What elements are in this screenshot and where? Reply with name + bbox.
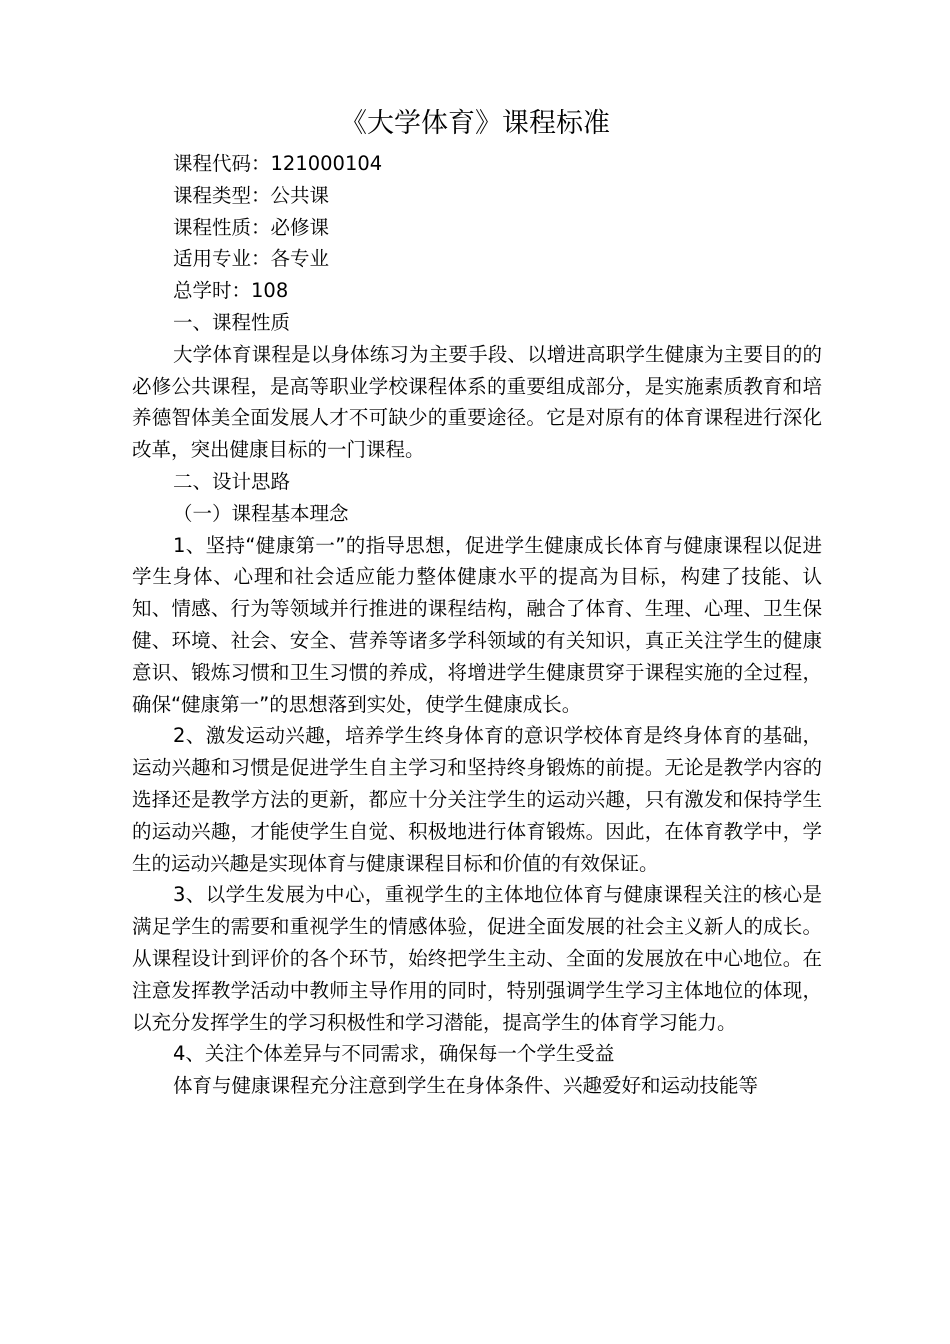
total-hours: 总学时：108 [173, 279, 289, 303]
course-type: 课程类型：公共课 [173, 183, 330, 207]
paragraph-health-first: 1、坚持“健康第一”的指导思想，促进学生健康成长体育与健康课程以促进学生身体、心理和社会适应能力整体健康水平的提高为目标，构建了技能、认知、情感、行为等领域并行推进的课程结构，融合了体育、生理、心理、卫生保健、环境、社会、安全、营养等诸多学科领域的有关知识，真正关注学生的健康意识、锻炼习惯和卫生习惯的养成，将增进学生健康贯穿于课程实施的全过程，确保“健康第一”的思想落到实处，使学生健康成长。 [132, 533, 822, 716]
applicable-major: 适用专业：各专业 [173, 247, 330, 271]
paragraph-student-center: 3、以学生发展为中心，重视学生的主体地位体育与健康课程关注的核心是满足学生的需要和重视学生的情感体验，促进全面发展的社会主义新人的成长。从课程设计到评价的各个环节，始终把学生主动、全面的发展放在中心地位。在注意发挥教学活动中教师主导作用的同时，特别强调学生学习主体地位的体现，以充分发挥学生的学习积极性和学习潜能，提高学生的体育学习能力。 [132, 883, 822, 1034]
paragraph-course-nature: 大学体育课程是以身体练习为主要手段、以增进高职学生健康为主要目的的必修公共课程，是高等职业学校课程体系的重要组成部分，是实施素质教育和培养德智体美全面发展人才不可缺少的重要途径。它是对原有的体育课程进行深化改革，突出健康目标的一门课程。 [132, 342, 822, 462]
document-body [132, 148, 822, 1102]
course-code: 课程代码：121000104 [173, 152, 383, 175]
document-title: 《大学体育》课程标准 [340, 108, 610, 139]
paragraph-heading-individual-differences: 4、关注个体差异与不同需求，确保每一个学生受益 [173, 1042, 615, 1066]
paragraph-sports-interest: 2、激发运动兴趣，培养学生终身体育的意识学校体育是终身体育的基础，运动兴趣和习惯是促进学生自主学习和坚持终身锻炼的前提。无论是教学内容的选择还是教学方法的更新，都应十分关注学生的运动兴趣，只有激发和保持学生的运动兴趣，才能使学生自觉、积极地进行体育锻炼。因此，在体育教学中，学生的运动兴趣是实现体育与健康课程目标和价值的有效保证。 [132, 724, 822, 875]
paragraph-individual-differences: 体育与健康课程充分注意到学生在身体条件、兴趣爱好和运动技能等 [173, 1074, 759, 1098]
subsection-heading-concept: （一）课程基本理念 [173, 501, 349, 525]
section-heading-design: 二、设计思路 [173, 469, 291, 493]
section-heading-course-nature: 一、课程性质 [173, 310, 291, 334]
course-nature: 课程性质：必修课 [173, 215, 330, 239]
